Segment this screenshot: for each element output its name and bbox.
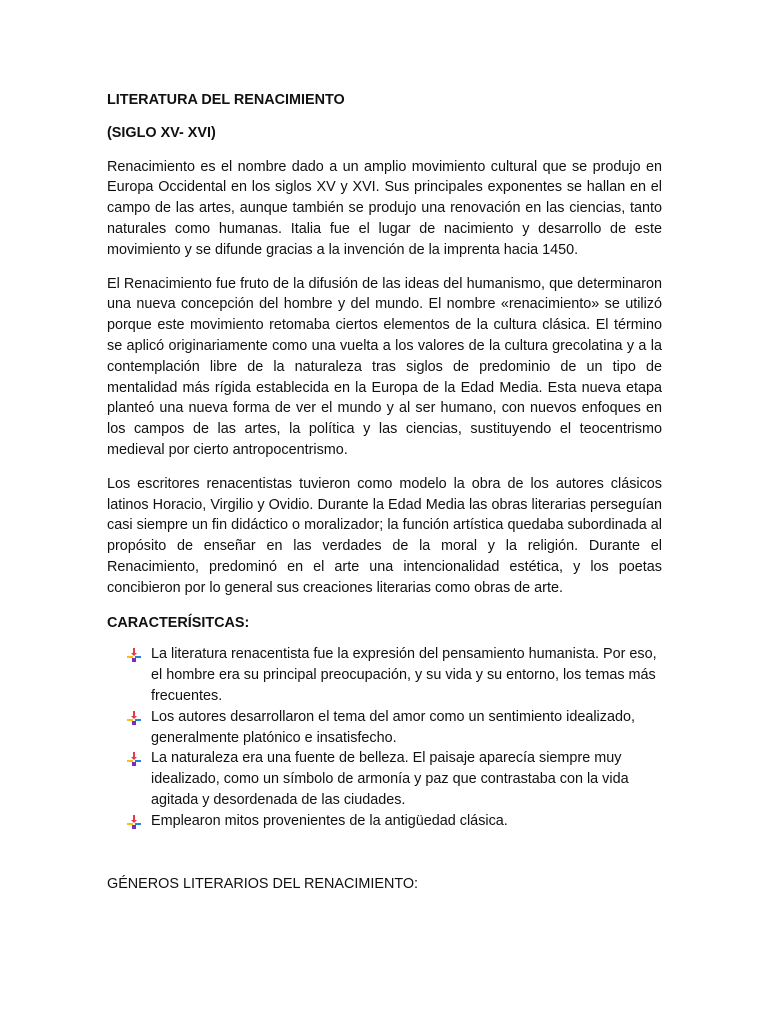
- characteristics-list: [107, 644, 662, 831]
- paragraph-humanism: El Renacimiento fue fruto de la difusión de las ideas del humanismo, que determinaron una nueva concepción del hombre y del mundo. El nombre «renacimiento» se utilizó porque este movimiento retomaba ciertos elementos de la cultura clásica. El término se aplicó originariamente como una vuelta a los valores de la cultura grecolatina y a la contemplación libre de la naturaleza tras siglos de predominio de un tipo de mentalidad más rígida establecida en la Europa de la Edad Media. Esta nueva etapa planteó una nueva forma de ver el mundo y al ser humano, con nuevos enfoques en los campos de las artes, la política y las ciencias, sustituyendo el teocentrismo medieval por cierto antropocentrismo.: [107, 275, 662, 458]
- four-color-arrow-bullet-icon: [127, 815, 141, 829]
- document-title: LITERATURA DEL RENACIMIENTO: [107, 92, 345, 108]
- paragraph-intro: Renacimiento es el nombre dado a un amplio movimiento cultural que se produjo en Europa Occidental en los siglos XV y XVI. Sus principales exponentes se hallan en el campo de las artes, aunque también se produjo una renovación en las ciencias, tanto naturales como humanas. Italia fue el lugar de nacimiento y desarrollo de este movimiento y se difunde gracias a la invención de la imprenta hacia 1450.: [107, 158, 662, 258]
- genres-heading: GÉNEROS LITERARIOS DEL RENACIMIENTO:: [107, 875, 419, 892]
- list-item-text: Los autores desarrollaron el tema del amor como un sentimiento idealizado, generalmente platónico e insatisfecho.: [151, 708, 635, 746]
- list-item: [107, 811, 662, 832]
- list-item-text: La literatura renacentista fue la expresión del pensamiento humanista. Por eso, el hombre era su principal preocupación, y su vida y su entorno, los temas más frecuentes.: [151, 646, 657, 704]
- list-item-text: La naturaleza era una fuente de belleza. El paisaje aparecía siempre muy idealizado, como un símbolo de armonía y paz que contrastaba con la vida agitada y desordenada de las ciudades.: [151, 750, 629, 808]
- list-item: [107, 748, 662, 810]
- characteristics-heading: CARACTERÍSITCAS:: [107, 614, 250, 631]
- four-color-arrow-bullet-icon: [127, 711, 141, 725]
- list-item: [107, 644, 662, 706]
- list-item-text: Emplearon mitos provenientes de la antigüedad clásica.: [151, 812, 508, 829]
- four-color-arrow-bullet-icon: [127, 648, 141, 662]
- four-color-arrow-bullet-icon: [127, 752, 141, 766]
- list-item: [107, 707, 662, 749]
- paragraph-classical-models: Los escritores renacentistas tuvieron como modelo la obra de los autores clásicos latinos Horacio, Virgilio y Ovidio. Durante la Edad Media las obras literarias perseguían casi siempre un fin didáctico o moralizador; la función artística quedaba subordinada al propósito de enseñar en las verdades de la moral y la religión. Durante el Renacimiento, predominó en el arte una intencionalidad estética, y los poetas concibieron por lo general sus creaciones literarias como obras de arte.: [107, 475, 662, 596]
- document-subtitle: (SIGLO XV- XVI): [107, 124, 216, 141]
- document-page: [107, 90, 662, 894]
